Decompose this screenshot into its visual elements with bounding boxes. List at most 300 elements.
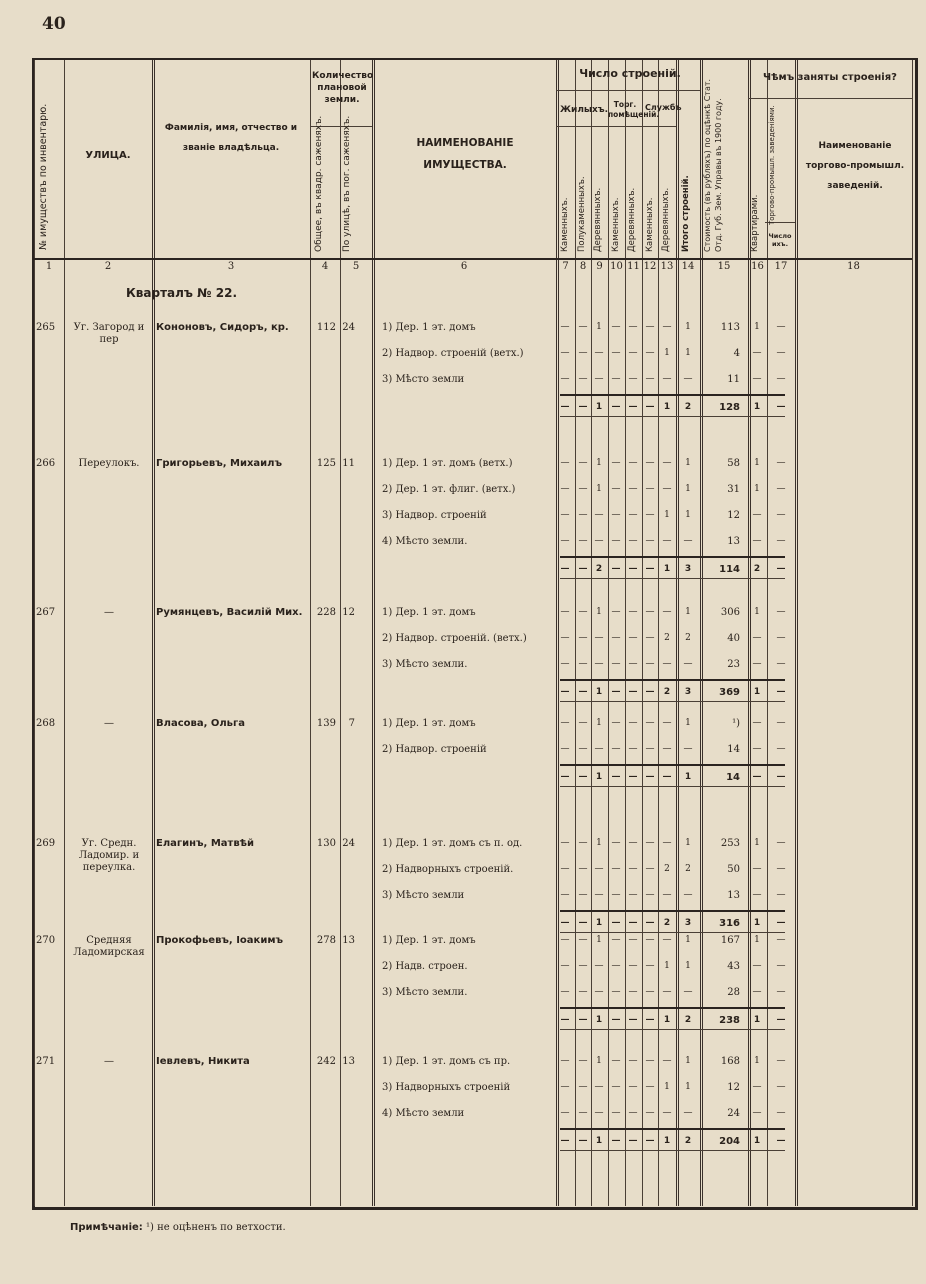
value-cell: — [683,659,693,669]
value-cell: — [645,536,655,546]
value-cell: — [594,864,604,874]
column-number: 6 [460,261,468,272]
total-cell: — [752,772,762,782]
value-cell: 1 [596,718,602,728]
value-cell: — [662,718,672,728]
value-cell: — [594,890,604,900]
page-number: 40 [42,14,66,34]
row-rule [560,701,785,702]
property-item: 3) Надворныхъ строеній [382,1082,511,1093]
entry-number: 268 [36,718,56,729]
column-rule [152,60,155,1206]
value-cost: 13 [727,536,740,547]
column-rule [340,60,341,1206]
entry-street: — [104,607,114,618]
land-area: 112 [316,322,336,333]
total-cell: 1 [753,687,761,697]
value-cell: — [611,890,621,900]
total-cell: — [578,1015,588,1025]
value-cell: — [776,633,786,643]
total-cell: — [776,564,786,574]
header-land-group: Количество плановой земли. [312,71,374,105]
property-item: 3) Мѣсто земли [382,890,465,901]
total-cell: — [628,1136,638,1146]
total-cost: 128 [719,402,740,413]
value-cell: 1 [596,458,602,468]
total-cell: 1 [663,1136,671,1146]
land-area: 125 [316,458,336,469]
value-cell: — [628,374,638,384]
value-cell: — [645,510,655,520]
value-cell: — [776,890,786,900]
entry-number: 267 [36,607,56,618]
value-cell: — [594,633,604,643]
total-cell: 1 [753,1136,761,1146]
property-item: 2) Надв. строен. [382,961,468,972]
value-cell: — [611,1056,621,1066]
property-item: 3) Надвор. строеній [382,510,487,521]
value-cell: 1 [685,510,691,520]
value-cell: — [776,607,786,617]
total-cell: — [611,402,621,412]
value-cell: 1 [685,838,691,848]
value-cell: — [628,484,638,494]
value-cell: — [662,484,672,494]
value-cell: 1 [754,607,760,617]
value-cell: — [776,484,786,494]
value-cell: 1 [754,1056,760,1066]
value-cell: — [578,744,588,754]
column-number: 2 [104,261,112,272]
total-cell: — [578,918,588,928]
value-cell: — [662,838,672,848]
value-cell: — [578,718,588,728]
column-rule [64,60,65,1206]
value-cell: — [578,890,588,900]
total-cell: 1 [663,564,671,574]
value-cell: — [578,633,588,643]
value-cell: — [662,659,672,669]
column-rule [372,60,375,1206]
value-cell: — [578,374,588,384]
value-cell: — [752,864,762,874]
total-cell: — [776,687,786,697]
value-cell: — [628,322,638,332]
value-cost: 167 [720,935,740,946]
street-frontage: 11 [342,458,355,469]
header-col5: По улицѣ, въ пог. саженяхъ. [342,115,352,252]
value-cell: — [683,744,693,754]
value-cell: 1 [685,348,691,358]
total-cell: — [776,918,786,928]
header-c17: Торгово-промышл. заведеніями. [768,105,776,225]
value-cell: — [578,1056,588,1066]
value-cost: 12 [727,510,740,521]
value-cell: 2 [685,633,691,643]
value-cell: — [594,536,604,546]
entry-street: — [104,1056,114,1067]
value-cell: 1 [596,322,602,332]
value-cell: 1 [596,484,602,494]
value-cell: — [611,484,621,494]
row-rule [560,394,785,396]
value-cell: — [578,510,588,520]
value-cell: 1 [685,607,691,617]
column-number: 4 [321,261,329,272]
total-cell: — [611,564,621,574]
value-cell: — [578,1082,588,1092]
street-frontage: 12 [342,607,355,618]
total-cost: 114 [719,564,740,575]
total-cell: — [776,1136,786,1146]
value-cell: — [578,348,588,358]
total-cell: — [578,772,588,782]
value-cell: — [628,1108,638,1118]
total-cost: 316 [719,918,740,929]
value-cell: 1 [754,322,760,332]
value-cell: — [776,864,786,874]
value-cell: — [662,1056,672,1066]
value-cost: 43 [727,961,740,972]
total-cell: 2 [663,687,671,697]
total-cell: — [645,918,655,928]
property-item: 3) Мѣсто земли. [382,659,468,670]
value-cell: — [776,510,786,520]
total-cell: — [560,918,570,928]
value-cell: — [683,890,693,900]
property-item: 3) Мѣсто земли [382,374,465,385]
value-cell: 1 [596,607,602,617]
value-cell: — [683,536,693,546]
footnote-label: Примѣчаніе: [70,1222,143,1233]
header-trade: Торг. помѣщеній. [608,100,660,119]
value-cell: — [645,348,655,358]
value-cell: — [594,659,604,669]
value-cell: — [645,838,655,848]
value-cell: — [594,1108,604,1118]
value-cell: — [752,1108,762,1118]
property-item: 3) Мѣсто земли. [382,987,468,998]
value-cell: — [611,838,621,848]
value-cell: — [776,536,786,546]
total-cell: 1 [595,687,603,697]
column-rule [912,60,913,1206]
total-cost: 238 [719,1015,740,1026]
header-c8: Полукаменныхъ. [577,176,587,252]
entry-owner: Прокофьевъ, Іоакимъ [156,935,284,946]
value-cell: — [560,659,570,669]
row-rule [556,126,676,127]
total-cell: 1 [595,402,603,412]
value-cell: — [578,458,588,468]
column-number: 7 [562,261,569,272]
value-cell: — [776,348,786,358]
total-cell: — [611,918,621,928]
total-cell: 1 [595,1136,603,1146]
value-cell: — [560,536,570,546]
column-number: 11 [627,261,640,272]
row-rule [560,556,785,558]
header-c13: Деревянныхъ. [661,187,671,252]
value-cell: — [578,322,588,332]
quarter-title: Кварталъ № 22. [126,286,237,300]
value-cell: — [776,987,786,997]
row-rule [560,679,785,681]
value-cell: 1 [596,838,602,848]
entry-owner: Елагинъ, Матвѣй [156,838,255,849]
total-cell: — [645,564,655,574]
value-cell: — [628,607,638,617]
value-cell: — [628,718,638,728]
total-cost: 204 [719,1136,740,1147]
value-cell: — [611,510,621,520]
total-cost: 369 [719,687,740,698]
value-cell: — [628,510,638,520]
value-cell: — [560,838,570,848]
value-cell: — [752,633,762,643]
column-number: 15 [717,261,731,272]
header-c11: Деревянныхъ. [627,187,637,252]
value-cell: — [776,458,786,468]
value-cell: 1 [596,935,602,945]
value-cell: 1 [754,484,760,494]
value-cost: 306 [720,607,740,618]
value-cell: — [752,961,762,971]
header-c12: Каменныхъ. [645,197,655,252]
value-cell: — [776,322,786,332]
row-rule [34,258,912,260]
value-cell: 1 [685,1056,691,1066]
value-cost: 58 [727,458,740,469]
value-cell: — [578,607,588,617]
value-cell: 1 [596,1056,602,1066]
total-cell: — [628,687,638,697]
total-cell: 3 [684,687,692,697]
value-cell: 1 [685,484,691,494]
value-cell: — [628,659,638,669]
value-cell: — [752,374,762,384]
value-cell: — [776,374,786,384]
value-cell: 2 [664,633,670,643]
value-cell: — [560,633,570,643]
value-cell: — [594,744,604,754]
value-cell: — [776,838,786,848]
value-cell: — [578,1108,588,1118]
value-cell: — [628,987,638,997]
value-cell: 1 [685,718,691,728]
value-cell: — [611,718,621,728]
column-rule [676,60,679,1206]
value-cell: 1 [664,1082,670,1092]
total-cell: — [628,1015,638,1025]
property-item: 2) Надвор. строеній. (ветх.) [382,633,527,644]
value-cost: 28 [727,987,740,998]
land-area: 242 [316,1056,336,1067]
total-cell: — [578,687,588,697]
value-cost: 14 [727,744,740,755]
total-cell: — [611,772,621,782]
value-cell: — [645,633,655,643]
entry-number: 269 [36,838,56,849]
total-cell: — [645,772,655,782]
total-cell: 2 [595,564,603,574]
value-cell: — [560,374,570,384]
value-cell: — [578,838,588,848]
value-cell: — [752,890,762,900]
value-cell: — [594,1082,604,1092]
entry-owner: Власова, Ольга [156,718,245,729]
column-number: 13 [660,261,674,272]
value-cell: — [560,890,570,900]
value-cell: — [645,744,655,754]
value-cost: 11 [727,374,740,385]
total-cell: 2 [684,1015,692,1025]
value-cell: — [628,890,638,900]
value-cell: — [594,374,604,384]
value-cell: — [611,935,621,945]
column-rule [310,60,311,1206]
value-cell: — [776,1056,786,1066]
value-cell: — [662,458,672,468]
header-col2: УЛИЦА. [85,150,131,161]
row-rule [560,932,785,933]
total-cell: — [628,564,638,574]
value-cell: — [645,1082,655,1092]
value-cell: — [578,987,588,997]
value-cell: — [662,987,672,997]
value-cell: — [611,744,621,754]
value-cell: — [578,484,588,494]
value-cell: — [662,935,672,945]
land-area: 228 [316,607,336,618]
value-cell: — [560,458,570,468]
entry-owner: Григорьевъ, Михаилъ [156,458,283,469]
property-item: 1) Дер. 1 эт. домъ [382,935,476,946]
value-cell: — [645,864,655,874]
total-cell: — [662,772,672,782]
value-cell: 1 [685,1082,691,1092]
total-cell: 2 [684,402,692,412]
value-cell: — [752,744,762,754]
total-cell: — [776,772,786,782]
total-cell: 3 [684,918,692,928]
column-rule [34,60,35,1206]
value-cell: — [776,1108,786,1118]
value-cell: — [628,838,638,848]
total-cell: 1 [684,772,692,782]
total-cell: — [578,402,588,412]
total-cell: 1 [663,1015,671,1025]
value-cell: — [611,659,621,669]
value-cell: — [776,659,786,669]
land-area: 130 [316,838,336,849]
value-cost: 4 [733,348,740,359]
value-cost: 23 [727,659,740,670]
value-cell: — [594,987,604,997]
column-number: 12 [643,261,657,272]
land-area: 278 [316,935,336,946]
total-cell: — [560,1136,570,1146]
value-cell: — [752,987,762,997]
street-frontage: 24 [342,322,355,333]
value-cost: ¹) [732,718,740,729]
value-cell: — [628,536,638,546]
value-cell: — [662,890,672,900]
property-item: 2) Надвор. строеній (ветх.) [382,348,524,359]
entry-number: 266 [36,458,56,469]
value-cell: — [645,987,655,997]
value-cell: — [628,935,638,945]
value-cell: 1 [664,961,670,971]
total-cell: — [560,564,570,574]
value-cell: — [752,1082,762,1092]
total-cell: — [645,1136,655,1146]
total-cell: 1 [753,918,761,928]
total-cell: 2 [753,564,761,574]
value-cell: — [628,961,638,971]
header-residential: Жилыхъ. [560,105,609,115]
total-cell: 1 [753,402,761,412]
value-cell: — [560,718,570,728]
entry-number: 270 [36,935,56,946]
total-cell: — [776,402,786,412]
value-cell: — [683,987,693,997]
value-cell: — [560,510,570,520]
total-cell: — [560,687,570,697]
property-item: 1) Дер. 1 эт. домъ [382,607,476,618]
value-cell: — [560,322,570,332]
value-cell: 1 [664,348,670,358]
entry-owner: Румянцевъ, Василій Мих. [156,607,303,618]
row-rule [748,98,912,99]
value-cell: — [560,1108,570,1118]
street-frontage: 7 [348,718,355,729]
value-cell: — [645,659,655,669]
value-cell: — [628,1082,638,1092]
header-c7: Каменныхъ. [560,197,570,252]
total-cell: — [611,687,621,697]
value-cell: 1 [754,458,760,468]
value-cell: — [578,659,588,669]
street-frontage: 13 [342,1056,355,1067]
value-cell: 2 [664,864,670,874]
value-cell: 1 [685,322,691,332]
total-cell: — [645,402,655,412]
entry-street: Переулокъ. [78,458,140,469]
column-number: 16 [751,261,764,272]
property-item: 2) Надвор. строеній [382,744,487,755]
footnote-text: ¹) не оцѣненъ по ветхости. [146,1222,286,1233]
column-number: 8 [579,261,587,272]
header-occupied: Чѣмъ заняты строенія? [763,72,897,83]
property-item: 2) Надворныхъ строеній. [382,864,514,875]
total-cell: — [560,402,570,412]
column-rule [795,60,798,1206]
total-cell: — [578,1136,588,1146]
header-c9: Деревянныхъ. [593,187,603,252]
total-cell: — [628,918,638,928]
row-rule [560,1128,785,1130]
value-cell: — [594,510,604,520]
value-cell: — [611,961,621,971]
total-cell: 1 [663,402,671,412]
value-cell: — [645,374,655,384]
row-rule [560,1150,785,1151]
property-item: 1) Дер. 1 эт. домъ [382,322,476,333]
value-cell: — [611,374,621,384]
total-cell: — [611,1015,621,1025]
value-cell: — [776,961,786,971]
